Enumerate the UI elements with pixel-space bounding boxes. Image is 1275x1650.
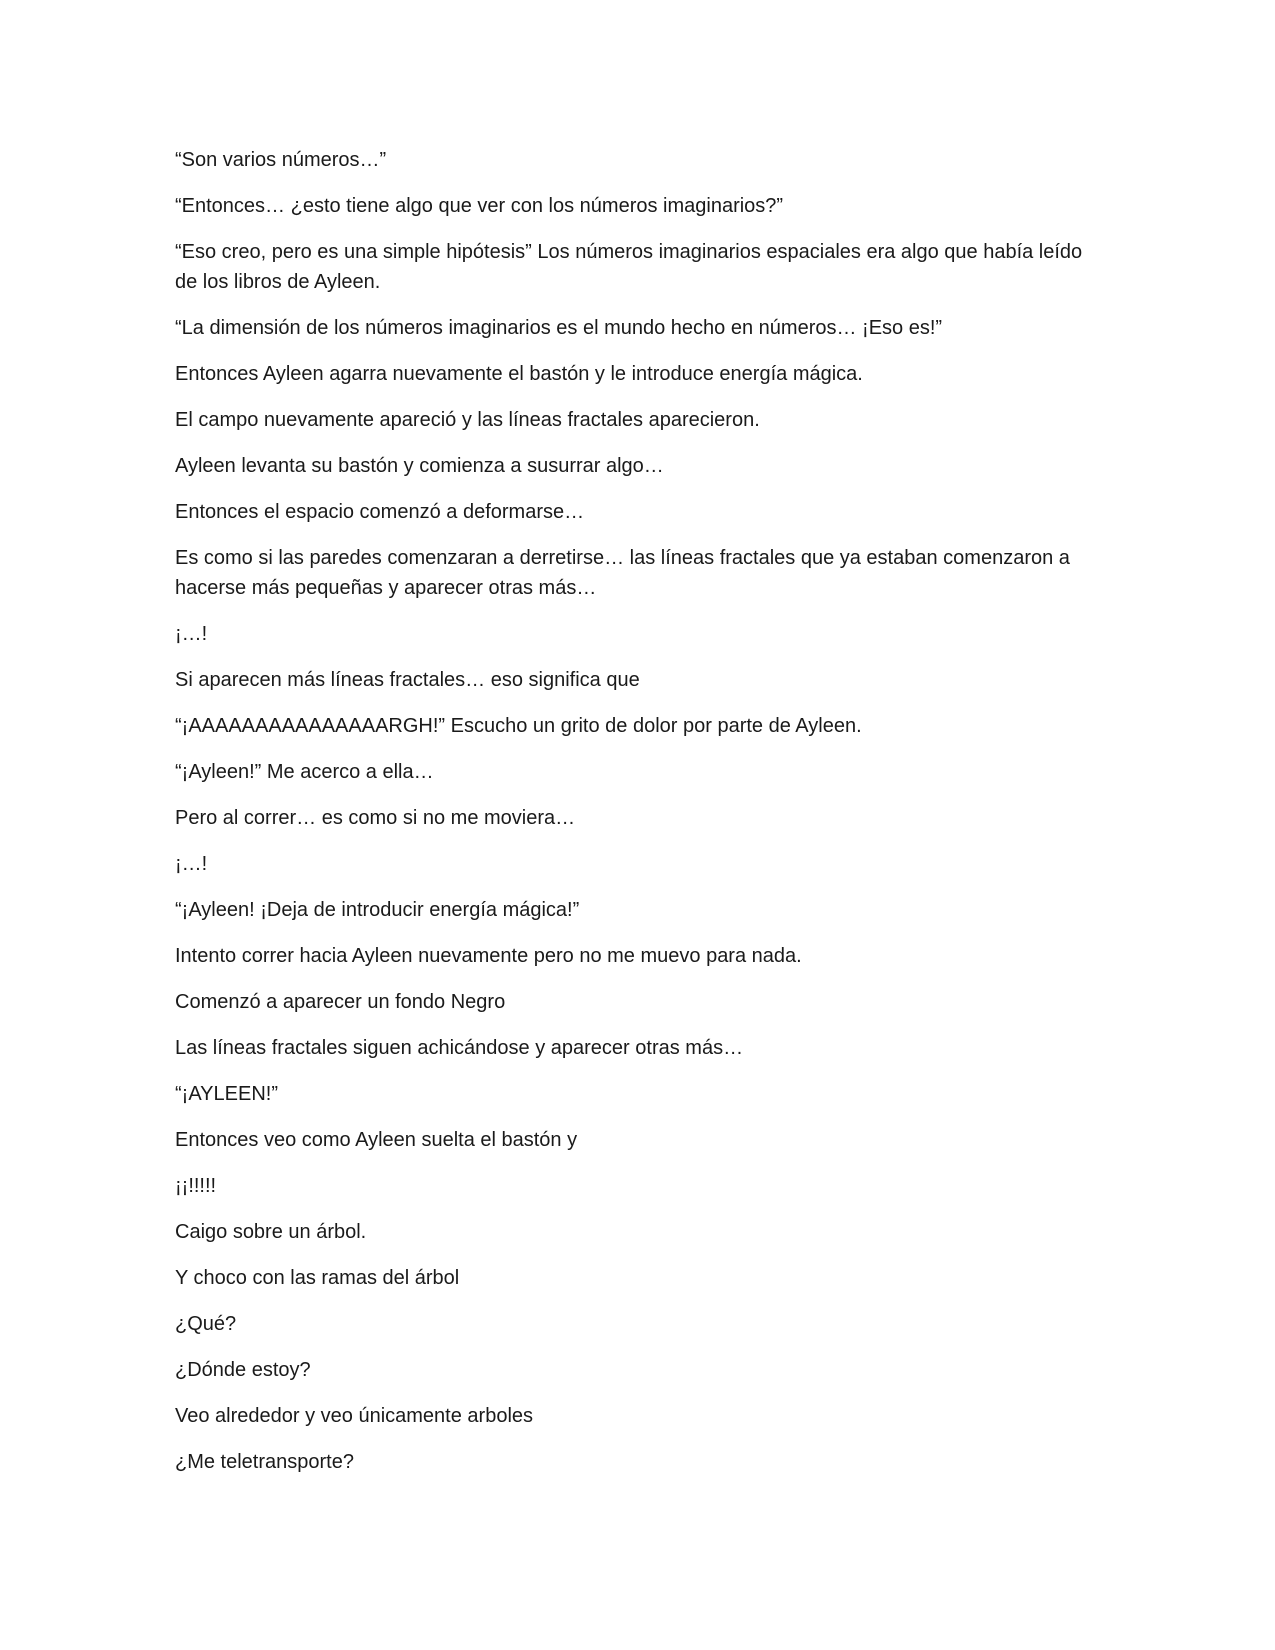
paragraph: ¿Dónde estoy?: [175, 1359, 311, 1381]
paragraph: “La dimensión de los números imaginarios es el mundo hecho en números… ¡Eso es!”: [175, 317, 943, 339]
paragraph: El campo nuevamente apareció y las líneas fractales aparecieron.: [175, 409, 760, 431]
paragraph: Entonces el espacio comenzó a deformarse…: [175, 501, 585, 523]
paragraph: Las líneas fractales siguen achicándose y aparecer otras más…: [175, 1037, 744, 1059]
paragraph: Caigo sobre un árbol.: [175, 1221, 367, 1243]
paragraph: “¡Ayleen!” Me acerco a ella…: [175, 761, 434, 783]
paragraph: “Son varios números…”: [175, 149, 387, 171]
paragraph: ¡¡!!!!!: [175, 1175, 217, 1197]
paragraph: “¡Ayleen! ¡Deja de introducir energía mágica!”: [175, 899, 580, 921]
paragraph: “¡AAAAAAAAAAAAAAARGH!” Escucho un grito de dolor por parte de Ayleen.: [175, 715, 862, 737]
paragraph: Veo alrededor y veo únicamente arboles: [175, 1405, 534, 1427]
paragraph: ¡…!: [175, 623, 208, 645]
paragraph: “Eso creo, pero es una simple hipótesis” Los números imaginarios espaciales era algo que había leído de los libros de Ayleen.: [175, 241, 1083, 293]
paragraph: ¿Qué?: [175, 1313, 237, 1335]
paragraph: Entonces veo como Ayleen suelta el bastón y: [175, 1129, 578, 1151]
paragraph: Comenzó a aparecer un fondo Negro: [175, 991, 506, 1013]
paragraph: ¡…!: [175, 853, 208, 875]
paragraph: Intento correr hacia Ayleen nuevamente pero no me muevo para nada.: [175, 945, 802, 967]
paragraph: Y choco con las ramas del árbol: [175, 1267, 460, 1289]
paragraph: “¡AYLEEN!”: [175, 1083, 278, 1105]
paragraph: ¿Me teletransporte?: [175, 1451, 354, 1473]
paragraph: “Entonces… ¿esto tiene algo que ver con los números imaginarios?”: [175, 195, 784, 217]
paragraph: Ayleen levanta su bastón y comienza a susurrar algo…: [175, 455, 664, 477]
paragraph: Si aparecen más líneas fractales… eso significa que: [175, 669, 640, 691]
paragraph: Pero al correr… es como si no me moviera…: [175, 807, 576, 829]
paragraph: Es como si las paredes comenzaran a derretirse… las líneas fractales que ya estaban comenzaron a hacerse más pequeñas y aparecer otras más…: [175, 547, 1070, 599]
paragraph: Entonces Ayleen agarra nuevamente el bastón y le introduce energía mágica.: [175, 363, 863, 385]
document-body: [175, 145, 1095, 1493]
